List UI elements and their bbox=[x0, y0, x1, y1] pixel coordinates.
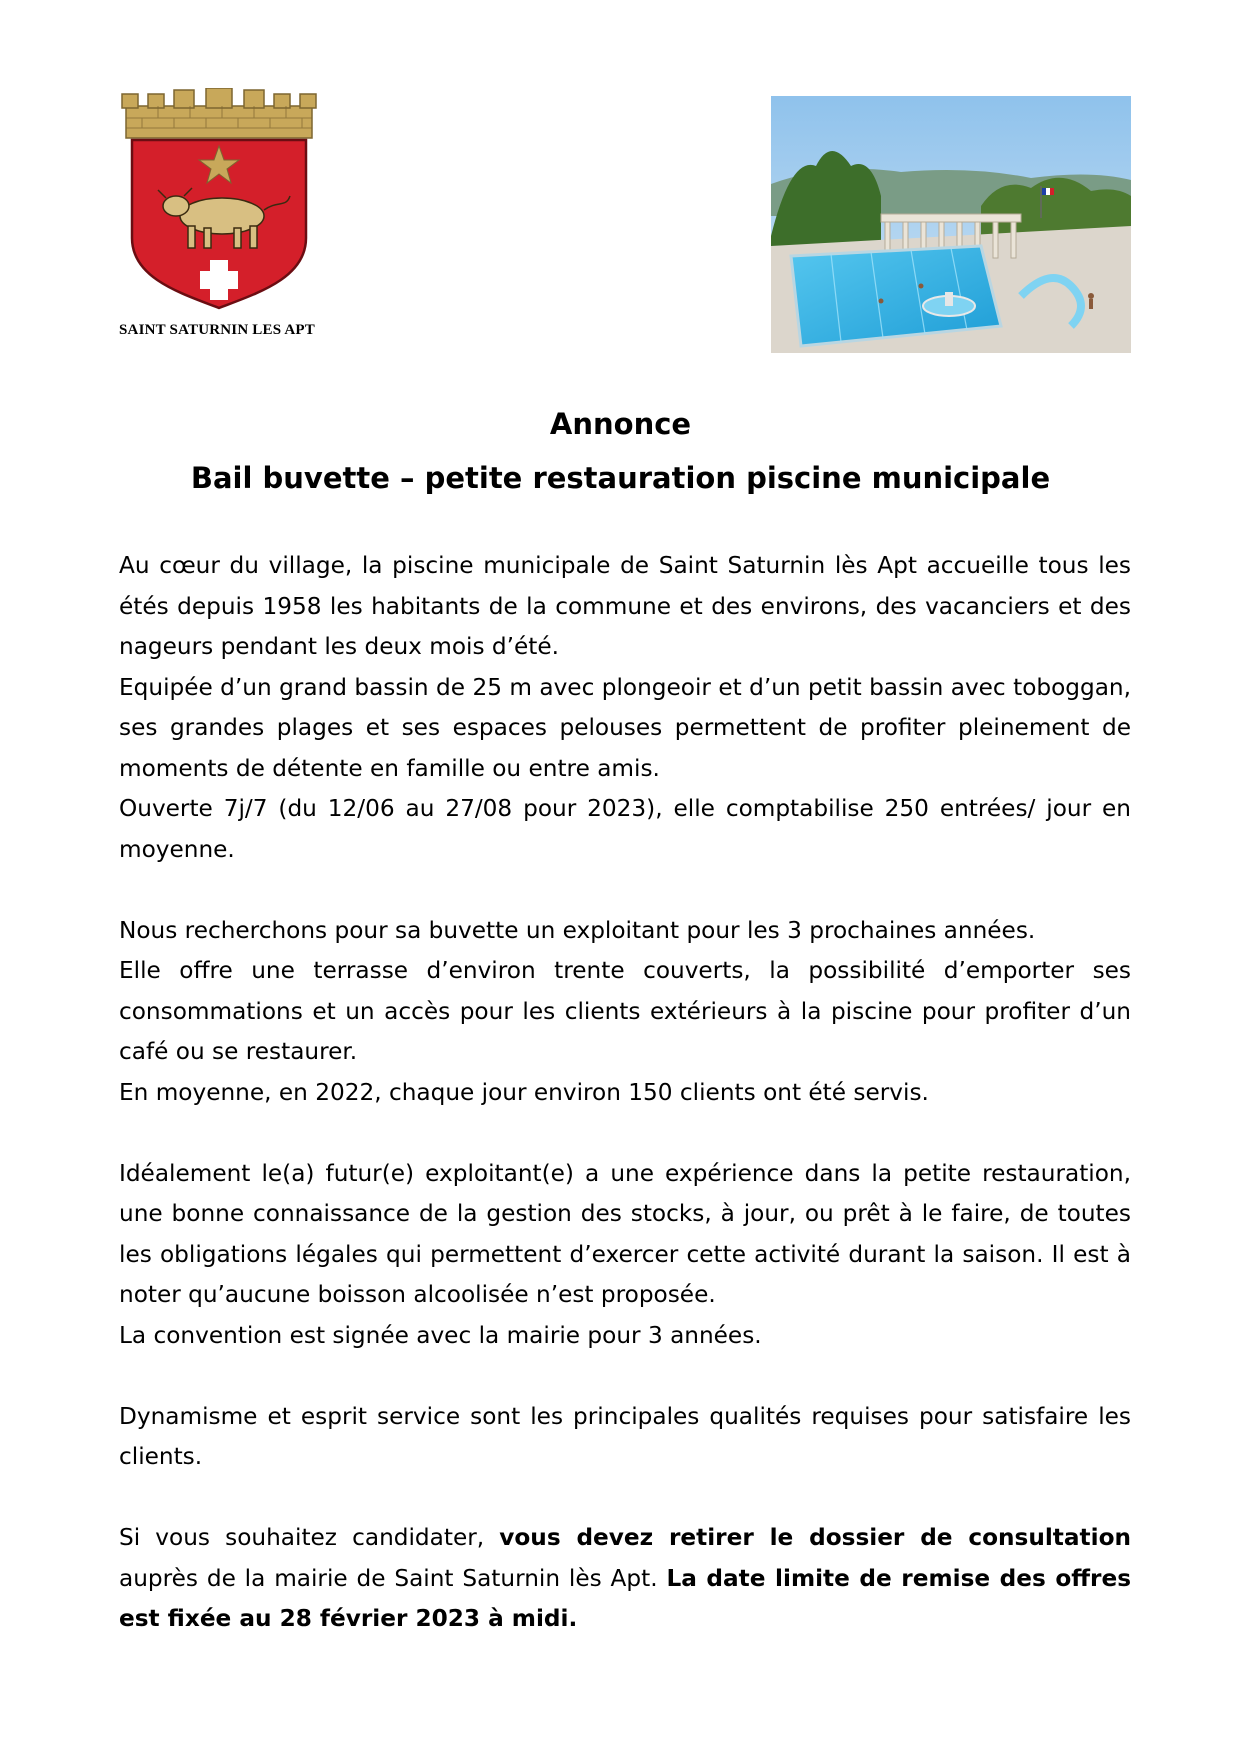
paragraph-profile: Idéalement le(a) futur(e) exploitant(e) a une expérience dans la petite restauration, une bonne connaissance de la gestion des stocks, à jour, ou prêt à le faire, de toutes les obligations légales qui permettent d’exercer cette activité durant la saison. Il est à noter qu’aucune boisson alcoolisée n’est proposée. bbox=[119, 1159, 1131, 1308]
town-name: SAINT SATURNIN LES APT bbox=[119, 322, 315, 338]
announcement-body bbox=[119, 546, 1131, 1640]
paragraph-qualities: Dynamisme et esprit service sont les principales qualités requises pour satisfaire les clients. bbox=[119, 1402, 1131, 1470]
application-deadline: La date limite de remise des offres est fixée au 28 février 2023 à midi. bbox=[119, 1564, 1132, 1632]
application-text-1: Si vous souhaitez candidater, bbox=[119, 1524, 500, 1551]
coat-of-arms-icon bbox=[118, 88, 320, 310]
announcement-subtitle: Bail buvette – petite restauration piscine municipale bbox=[190, 461, 1051, 495]
paragraph-intro: Au cœur du village, la piscine municipale de Saint Saturnin lès Apt accueille tous les étés depuis 1958 les habitants de la commune et des environs, des vacanciers et des nageurs pendant les deux mois d’été. bbox=[119, 552, 1131, 660]
paragraph-search: Nous recherchons pour sa buvette un exploitant pour les 3 prochaines années. bbox=[119, 916, 1036, 944]
swimming-pool-photo bbox=[771, 96, 1131, 353]
application-text-2: auprès de la mairie de Saint Saturnin lès Apt. bbox=[119, 1564, 667, 1592]
paragraph-facilities: Equipée d’un grand bassin de 25 m avec plongeoir et d’un petit bassin avec toboggan, ses grandes plages et ses espaces pelouses permettent de profiter pleinement de moments de détente en famille ou entre amis. bbox=[119, 673, 1131, 782]
paragraph-clients: En moyenne, en 2022, chaque jour environ 150 clients ont été servis. bbox=[119, 1078, 929, 1106]
announcement-title: Annonce bbox=[549, 407, 692, 441]
paragraph-application bbox=[119, 1518, 1131, 1640]
paragraph-convention: La convention est signée avec la mairie pour 3 années. bbox=[119, 1321, 762, 1349]
paragraph-opening: Ouverte 7j/7 (du 12/06 au 27/08 pour 2023), elle comptabilise 250 entrées/ jour en moyenne. bbox=[119, 795, 1131, 863]
application-bold-1: vous devez retirer le dossier de consultation bbox=[499, 1524, 1132, 1551]
paragraph-terrace: Elle offre une terrasse d’environ trente couverts, la possibilité d’emporter ses consommations et un accès pour les clients extérieurs à la piscine pour profiter d’un café ou se restaurer. bbox=[119, 957, 1131, 1065]
